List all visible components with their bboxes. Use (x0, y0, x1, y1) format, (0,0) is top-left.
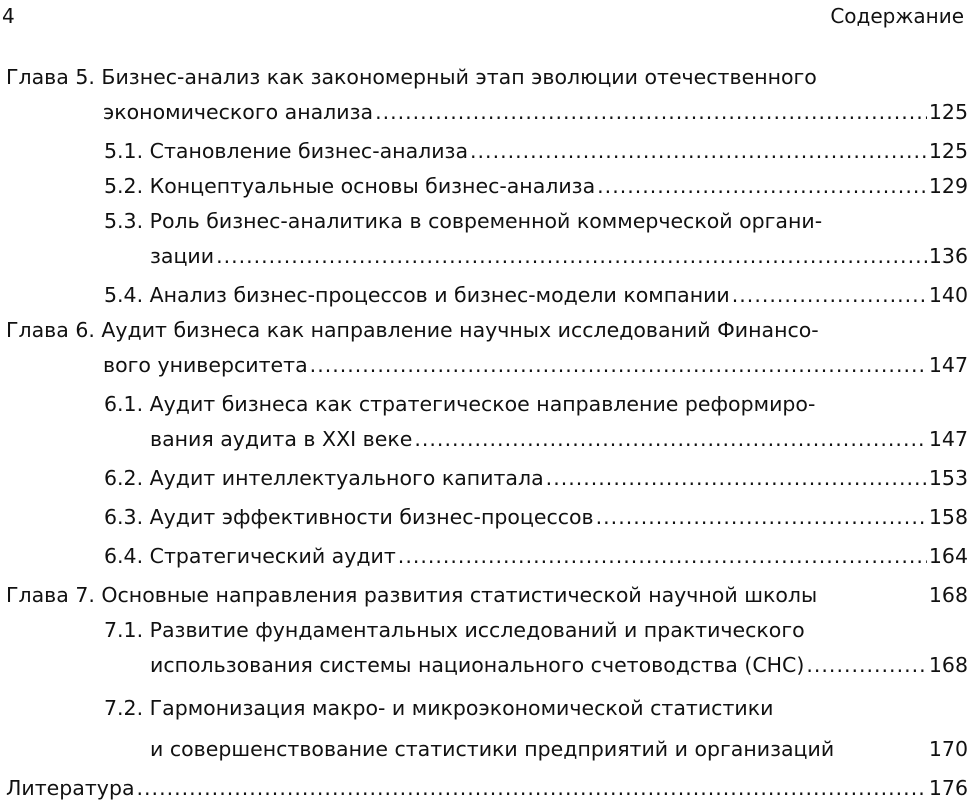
toc-entry-title-continued: экономического анализа (103, 100, 374, 124)
toc-entry-title-continued: и совершенствование статистики предприятий и организаций (150, 737, 835, 761)
toc-page-number: 176 (928, 776, 968, 800)
toc-entry-section-5-4[interactable] (0, 278, 972, 313)
toc-entry-section-5-2[interactable] (0, 169, 972, 204)
toc-entry-literature[interactable] (0, 771, 972, 806)
toc-entry-chapter-6[interactable] (0, 313, 972, 383)
toc-entry-section-5-1[interactable] (0, 134, 972, 169)
toc-page-number: 153 (928, 466, 968, 490)
toc-page-number: 136 (928, 244, 968, 268)
page-header (0, 4, 972, 32)
dot-leader (596, 500, 927, 535)
toc-page-number: 147 (928, 353, 968, 377)
toc-entry-title: 5.3. Роль бизнес-аналитика в современной коммерческой органи- (104, 209, 823, 233)
table-of-contents (0, 60, 972, 806)
toc-entry-title-continued: вого университета (103, 353, 308, 377)
toc-entry-title: Глава 5. Бизнес-анализ как закономерный этап эволюции отечественного (6, 65, 817, 89)
toc-entry-chapter-5[interactable] (0, 60, 972, 130)
toc-entry-title: 6.3. Аудит эффективности бизнес-процессов (104, 505, 594, 529)
toc-entry-title-continued: использования системы национального счетоводства (СНС) (150, 653, 805, 677)
toc-entry-section-6-2[interactable] (0, 461, 972, 496)
toc-entry-section-5-3[interactable] (0, 204, 972, 274)
toc-entry-section-6-1[interactable] (0, 387, 972, 457)
dot-leader (470, 134, 927, 169)
toc-entry-title: Глава 6. Аудит бизнеса как направление научных исследований Финансо- (6, 318, 819, 342)
toc-entry-title: 7.1. Развитие фундаментальных исследований и практического (104, 618, 805, 642)
dot-leader (414, 422, 926, 457)
toc-page-number: 125 (928, 139, 968, 163)
dot-leader (597, 169, 927, 204)
toc-page-number: 125 (928, 100, 968, 124)
toc-entry-title: 7.2. Гармонизация макро- и микроэкономической статистики (104, 696, 774, 720)
toc-page-number: 168 (928, 653, 968, 677)
toc-page-number: 164 (928, 544, 968, 568)
toc-entry-section-6-3[interactable] (0, 500, 972, 535)
toc-entry-title: 5.2. Концептуальные основы бизнес-анализа (104, 174, 596, 198)
toc-entry-chapter-7[interactable] (0, 578, 972, 613)
toc-entry-title: 6.2. Аудит интеллектуального капитала (104, 466, 544, 490)
toc-entry-title: Глава 7. Основные направления развития статистической научной школы (6, 583, 818, 607)
toc-entry-title: 6.4. Стратегический аудит (104, 544, 396, 568)
toc-entry-section-7-1[interactable] (0, 613, 972, 683)
dot-leader (137, 771, 927, 806)
toc-page-number: 168 (928, 583, 968, 607)
dot-leader (310, 348, 927, 383)
toc-entry-section-7-2[interactable] (0, 691, 972, 767)
page-number: 4 (2, 4, 15, 28)
toc-page-number: 158 (928, 505, 968, 529)
toc-page-number: 170 (928, 737, 968, 761)
toc-entry-title: 6.1. Аудит бизнеса как стратегическое направление реформиро- (104, 392, 816, 416)
dot-leader (806, 648, 926, 683)
toc-entry-title-continued: вания аудита в XXI веке (150, 427, 413, 451)
toc-entry-title: Литература (6, 776, 135, 800)
toc-entry-title: 5.4. Анализ бизнес-процессов и бизнес-модели компании (104, 283, 730, 307)
dot-leader (375, 95, 927, 130)
toc-page-number: 147 (928, 427, 968, 451)
dot-leader (732, 278, 927, 313)
toc-entry-section-6-4[interactable] (0, 539, 972, 574)
running-title: Содержание (830, 4, 964, 28)
dot-leader (546, 461, 927, 496)
toc-entry-title-continued: зации (150, 244, 215, 268)
toc-page-number: 140 (928, 283, 968, 307)
toc-entry-title: 5.1. Становление бизнес-анализа (104, 139, 469, 163)
dot-leader (398, 539, 927, 574)
toc-page-number: 129 (928, 174, 968, 198)
dot-leader (216, 239, 927, 274)
